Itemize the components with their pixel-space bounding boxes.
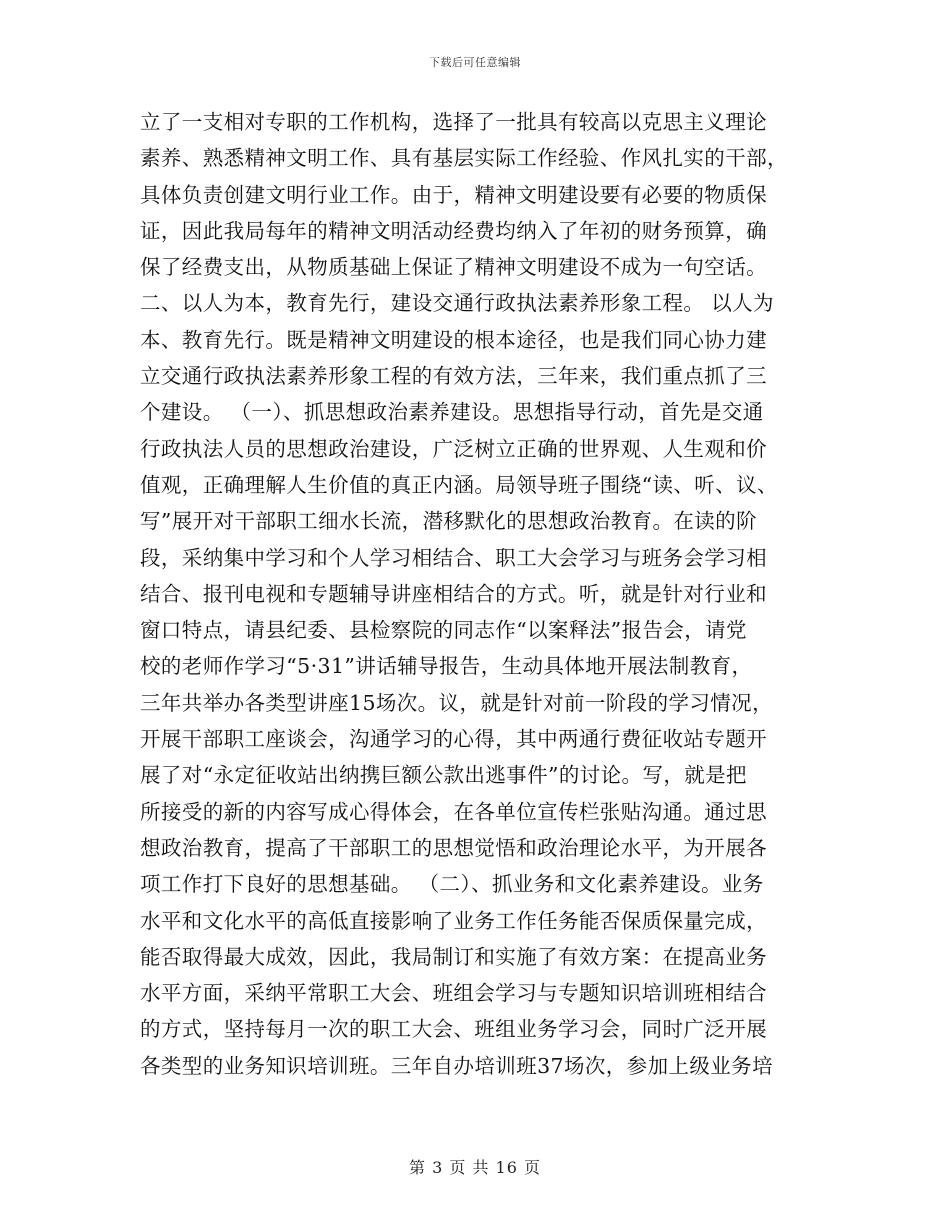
body-line: 的方式，坚持每月一次的职工大会、班组业务学习会，同时广泛开展 <box>140 1017 767 1042</box>
body-line: 所接受的新的内容写成心得体会，在各单位宣传栏张贴沟通。通过思 <box>140 799 767 824</box>
body-line: 水平方面，采纳平常职工大会、班组会学习与专题知识培训班相结合 <box>140 981 767 1006</box>
body-line: 展了对“永定征收站出纳携巨额公款出逃事件”的讨论。写，就是把 <box>140 763 747 788</box>
body-line: 立交通行政执法素养形象工程的有效方法，三年来，我们重点抓了三 <box>140 364 767 389</box>
body-line: 具体负责创建文明行业工作。由于，精神文明建设要有必要的物质保 <box>140 182 767 207</box>
body-line: 二、以人为本，教育先行，建设交通行政执法素养形象工程。 以人为 <box>140 291 774 316</box>
body-line: 行政执法人员的思想政治建设，广泛树立正确的世界观、人生观和价 <box>140 436 767 461</box>
body-line: 开展干部职工座谈会，沟通学习的心得，其中两通行费征收站专题开 <box>140 727 767 752</box>
body-line: 项工作打下良好的思想基础。 （二）、抓业务和文化素养建设。业务 <box>140 872 764 897</box>
body-line: 立了一支相对专职的工作机构，选择了一批具有较高以克思主义理论 <box>140 110 767 134</box>
body-line: 水平和文化水平的高低直接影响了业务工作任务能否保质保量完成， <box>140 908 767 933</box>
body-line: 保了经费支出，从物质基础上保证了精神文明建设不成为一句空话。 <box>140 255 767 280</box>
body-line: 写”展开对干部职工细水长流，潜移默化的思想政治教育。在读的阶 <box>140 509 757 534</box>
body-line: 素养、熟悉精神文明工作、具有基层实际工作经验、作风扎实的干部， <box>140 146 788 171</box>
document-body <box>140 104 800 1084</box>
body-line: 结合、报刊电视和专题辅导讲座相结合的方式。听，就是针对行业和 <box>140 581 767 606</box>
body-line: 想政治教育，提高了干部职工的思想觉悟和政治理论水平，为开展各 <box>140 835 767 860</box>
body-line: 本、教育先行。既是精神文明建设的根本途径，也是我们同心协力建 <box>140 327 767 352</box>
body-line: 段，采纳集中学习和个人学习相结合、职工大会学习与班务会学习相 <box>140 545 767 570</box>
body-line: 能否取得最大成效，因此，我局制订和实施了有效方案：在提高业务 <box>140 944 767 969</box>
body-line: 个建设。 （一）、抓思想政治素养建设。思想指导行动，首先是交通 <box>140 400 764 425</box>
body-line: 证，因此我局每年的精神文明活动经费均纳入了年初的财务预算，确 <box>140 218 767 243</box>
body-line: 三年共举办各类型讲座15场次。议，就是针对前一阶段的学习情况， <box>140 690 773 715</box>
page-number: 第 3 页 共 16 页 <box>409 1158 541 1177</box>
body-line: 值观，正确理解人生价值的真正内涵。局领导班子围绕“读、听、议、 <box>140 472 778 497</box>
body-line: 窗口特点，请县纪委、县检察院的同志作“以案释法”报告会，请党 <box>140 618 747 643</box>
page-header-note: 下载后可任意编辑 <box>429 56 521 69</box>
body-line: 校的老师作学习“5·31”讲话辅导报告，生动具体地开展法制教育， <box>140 654 753 679</box>
body-line: 各类型的业务知识培训班。三年自办培训班37场次，参加上级业务培 <box>140 1053 773 1078</box>
